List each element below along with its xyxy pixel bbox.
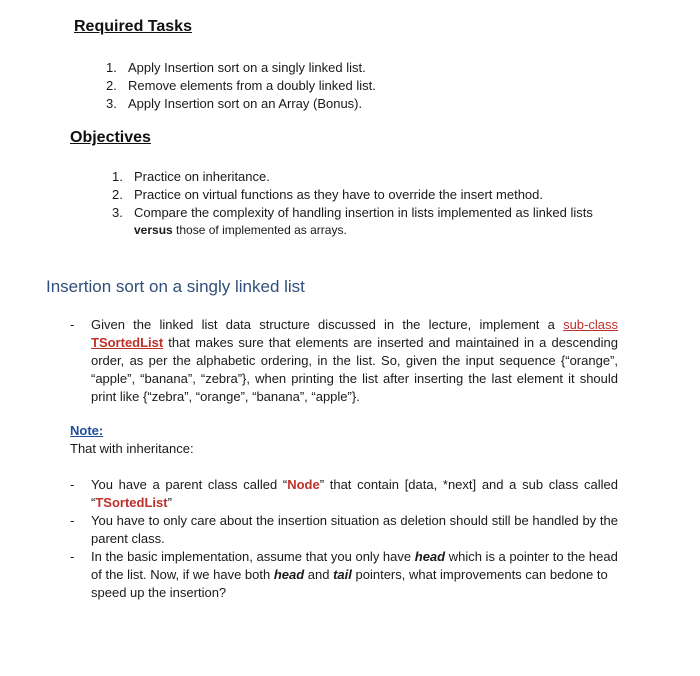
required-task-1 <box>106 59 366 77</box>
bullet3-part-a: In the basic implementation, assume that you only have <box>91 549 415 564</box>
section-paragraph <box>91 316 618 406</box>
tail-keyword: tail <box>333 567 352 582</box>
bullet3-part-c: and <box>304 567 334 582</box>
bullet1-part-a: You have a parent class called “ <box>91 477 288 492</box>
list-number: 3. <box>106 96 117 111</box>
dash-bullet: - <box>70 477 75 492</box>
objective-2 <box>112 186 543 204</box>
paragraph-part1: Given the linked list data structure discussed in the lecture, implement a <box>91 317 564 332</box>
list-number: 1. <box>106 60 117 75</box>
list-text: Apply Insertion sort on an Array (Bonus). <box>128 96 363 111</box>
bullet3-part-d: pointers, what improvements can bedone to speed up the insertion? <box>91 567 608 600</box>
objectives-heading: Objectives <box>70 129 151 146</box>
bullet1-part-b: ” that contain [data, *next] and a sub class called “ <box>91 477 618 510</box>
list-text: Remove elements from a doubly linked list. <box>128 78 376 93</box>
required-tasks-heading: Required Tasks <box>74 18 192 35</box>
bullet-head-tail <box>91 548 618 602</box>
paragraph-part2: that makes sure that elements are inserted and maintained in a descending order, as per the alphabetic ordering, in the list. So, given the input sequence {“orange”, “apple”, “banana”, “zebra”}, when printing the list after inserting the last element it should print like {“zebra”, “orange”, “banana”, “apple”}. <box>91 335 618 404</box>
subclass-link[interactable]: sub-class <box>563 317 618 332</box>
dash-bullet: - <box>70 317 75 332</box>
note-label: Note: <box>70 423 104 438</box>
objective-1 <box>112 168 270 186</box>
section-title: Insertion sort on a singly linked list <box>46 277 305 296</box>
bullet1-part-c: ” <box>167 495 172 510</box>
tsortedlist-class-name: TSortedList <box>91 335 164 350</box>
note-text: That with inheritance: <box>70 441 194 456</box>
list-number: 3. <box>112 205 123 220</box>
list-number: 2. <box>106 78 117 93</box>
objective-3-continuation <box>134 221 347 239</box>
list-number: 1. <box>112 169 123 184</box>
objective-3-rest: those of implemented as arrays. <box>172 223 347 237</box>
list-text: Practice on virtual functions as they have to override the insert method. <box>134 187 543 202</box>
bullet-parent-class <box>91 476 618 512</box>
dash-bullet: - <box>70 549 75 564</box>
node-class-name: Node <box>287 477 320 492</box>
list-text: Practice on inheritance. <box>134 169 270 184</box>
versus-bold: versus <box>134 223 173 237</box>
list-text: Apply Insertion sort on a singly linked list. <box>128 60 366 75</box>
head-keyword: head <box>273 567 305 582</box>
tsortedlist-name: TSortedList <box>95 495 168 510</box>
dash-bullet: - <box>70 513 75 528</box>
bullet-insertion-only: You have to only care about the insertion situation as deletion should still be handled by the parent class. <box>91 513 618 546</box>
objective-3 <box>112 204 593 222</box>
required-task-3 <box>106 95 362 113</box>
list-text: Compare the complexity of handling insertion in lists implemented as linked lists <box>134 205 593 220</box>
head-keyword: head <box>414 549 446 564</box>
bullet3-part-b: which is a pointer to the head of the list. Now, if we have both <box>91 549 618 582</box>
required-task-2 <box>106 77 376 95</box>
list-number: 2. <box>112 187 123 202</box>
